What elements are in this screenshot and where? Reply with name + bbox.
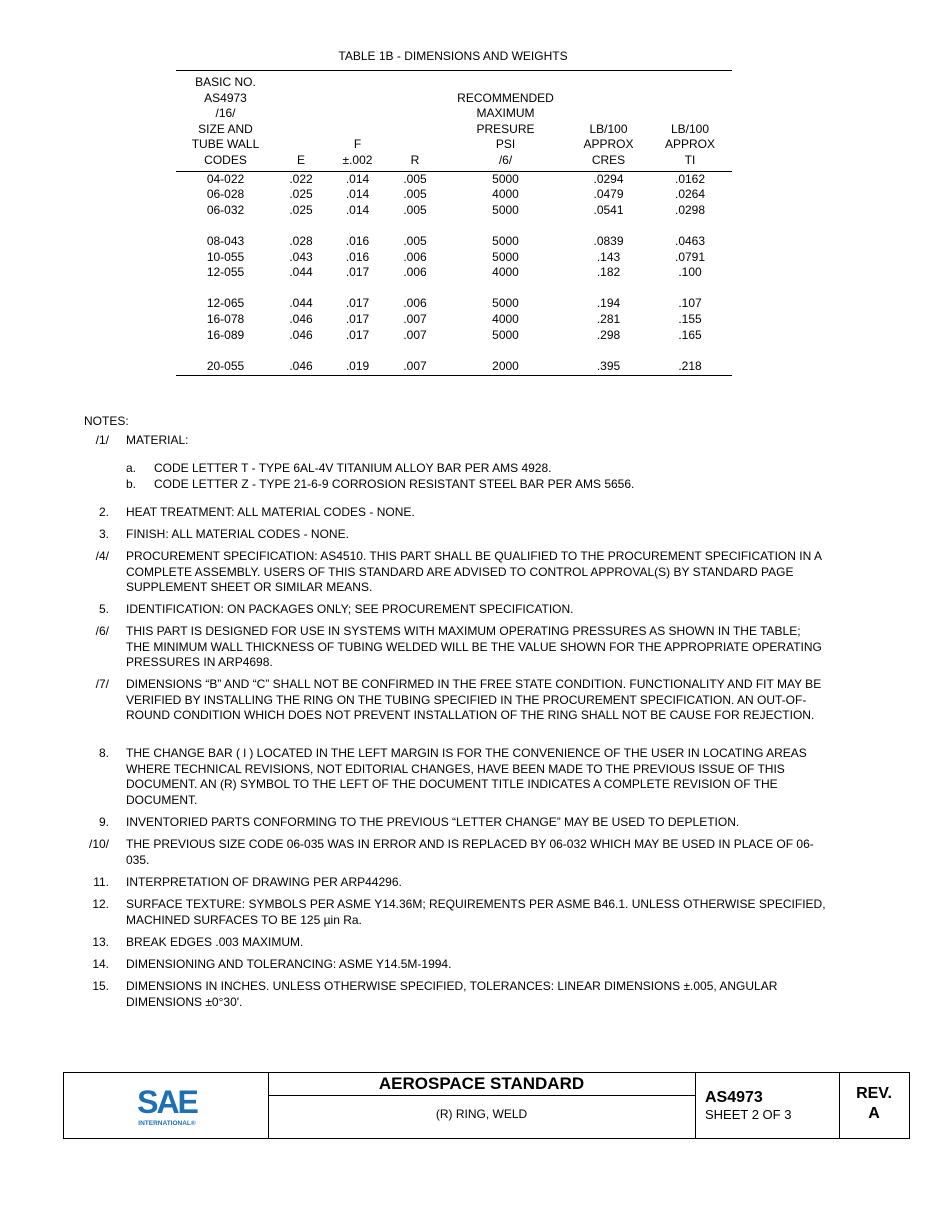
table-header-row — [176, 71, 732, 172]
logo-subtext: INTERNATIONAL® — [138, 1120, 196, 1127]
logo-mark: SAE — [137, 1084, 197, 1120]
revision-cell — [839, 1073, 909, 1138]
table-row: 20-055 .046 .019 .007 2000 .395 .218 — [176, 343, 732, 376]
table-row: 08-043 .028 .016 .005 5000 .0839 .0463 — [206, 233, 706, 248]
sheet-number: SHEET 2 OF 3 — [705, 1107, 792, 1122]
revision-label: REV. — [856, 1085, 892, 1102]
doc-number: AS4973 — [705, 1089, 763, 1106]
col-header-ti: LB/100 APPROX TI — [648, 71, 732, 172]
table-row: 04-022 .022 .014 .005 5000 .0294 .0162 — [206, 171, 706, 186]
col-header-r: R — [388, 71, 442, 172]
note-number: /1/ — [95, 433, 109, 447]
revision-value: A — [868, 1105, 880, 1122]
table-row: 10-055 .043 .016 .006 5000 .143 .0791 — [206, 249, 706, 264]
doc-number-cell — [695, 1073, 840, 1138]
table-row: 16-078 .046 .017 .007 4000 .281 .155 — [206, 311, 702, 326]
standard-heading: AEROSPACE STANDARD — [268, 1073, 695, 1096]
col-header-size: BASIC NO. AS4973 /16/ SIZE AND TUBE WALL CODES — [176, 71, 275, 172]
col-header-f: F ±.002 — [327, 71, 388, 172]
table-row: 06-032 .025 .014 .005 5000 .0541 .0298 — [206, 202, 706, 217]
sae-logo — [134, 1084, 200, 1128]
note-text: MATERIAL: — [126, 433, 189, 447]
table-row: 12-065 .044 .017 .006 5000 .194 .107 — [206, 296, 702, 311]
logo-cell — [64, 1073, 269, 1138]
table-title: TABLE 1B - DIMENSIONS AND WEIGHTS — [338, 49, 568, 63]
col-header-e: E — [275, 71, 327, 172]
table-row: 16-089 .046 .017 .007 5000 .298 .165 — [206, 327, 702, 342]
col-header-cres: LB/100 APPROX CRES — [569, 71, 648, 172]
col-header-pressure: RECOMMENDED MAXIMUM PRESURE PSI /6/ — [442, 71, 569, 172]
document-title: (R) RING, WELD — [435, 1107, 528, 1121]
title-block — [63, 1072, 910, 1139]
table-row: 06-028 .025 .014 .005 4000 .0479 .0264 — [206, 187, 706, 202]
title-cell — [268, 1073, 696, 1138]
notes-heading: NOTES: — [84, 414, 129, 428]
dimensions-table — [176, 70, 732, 376]
table-row: 12-055 .044 .017 .006 4000 .182 .100 — [206, 265, 702, 280]
